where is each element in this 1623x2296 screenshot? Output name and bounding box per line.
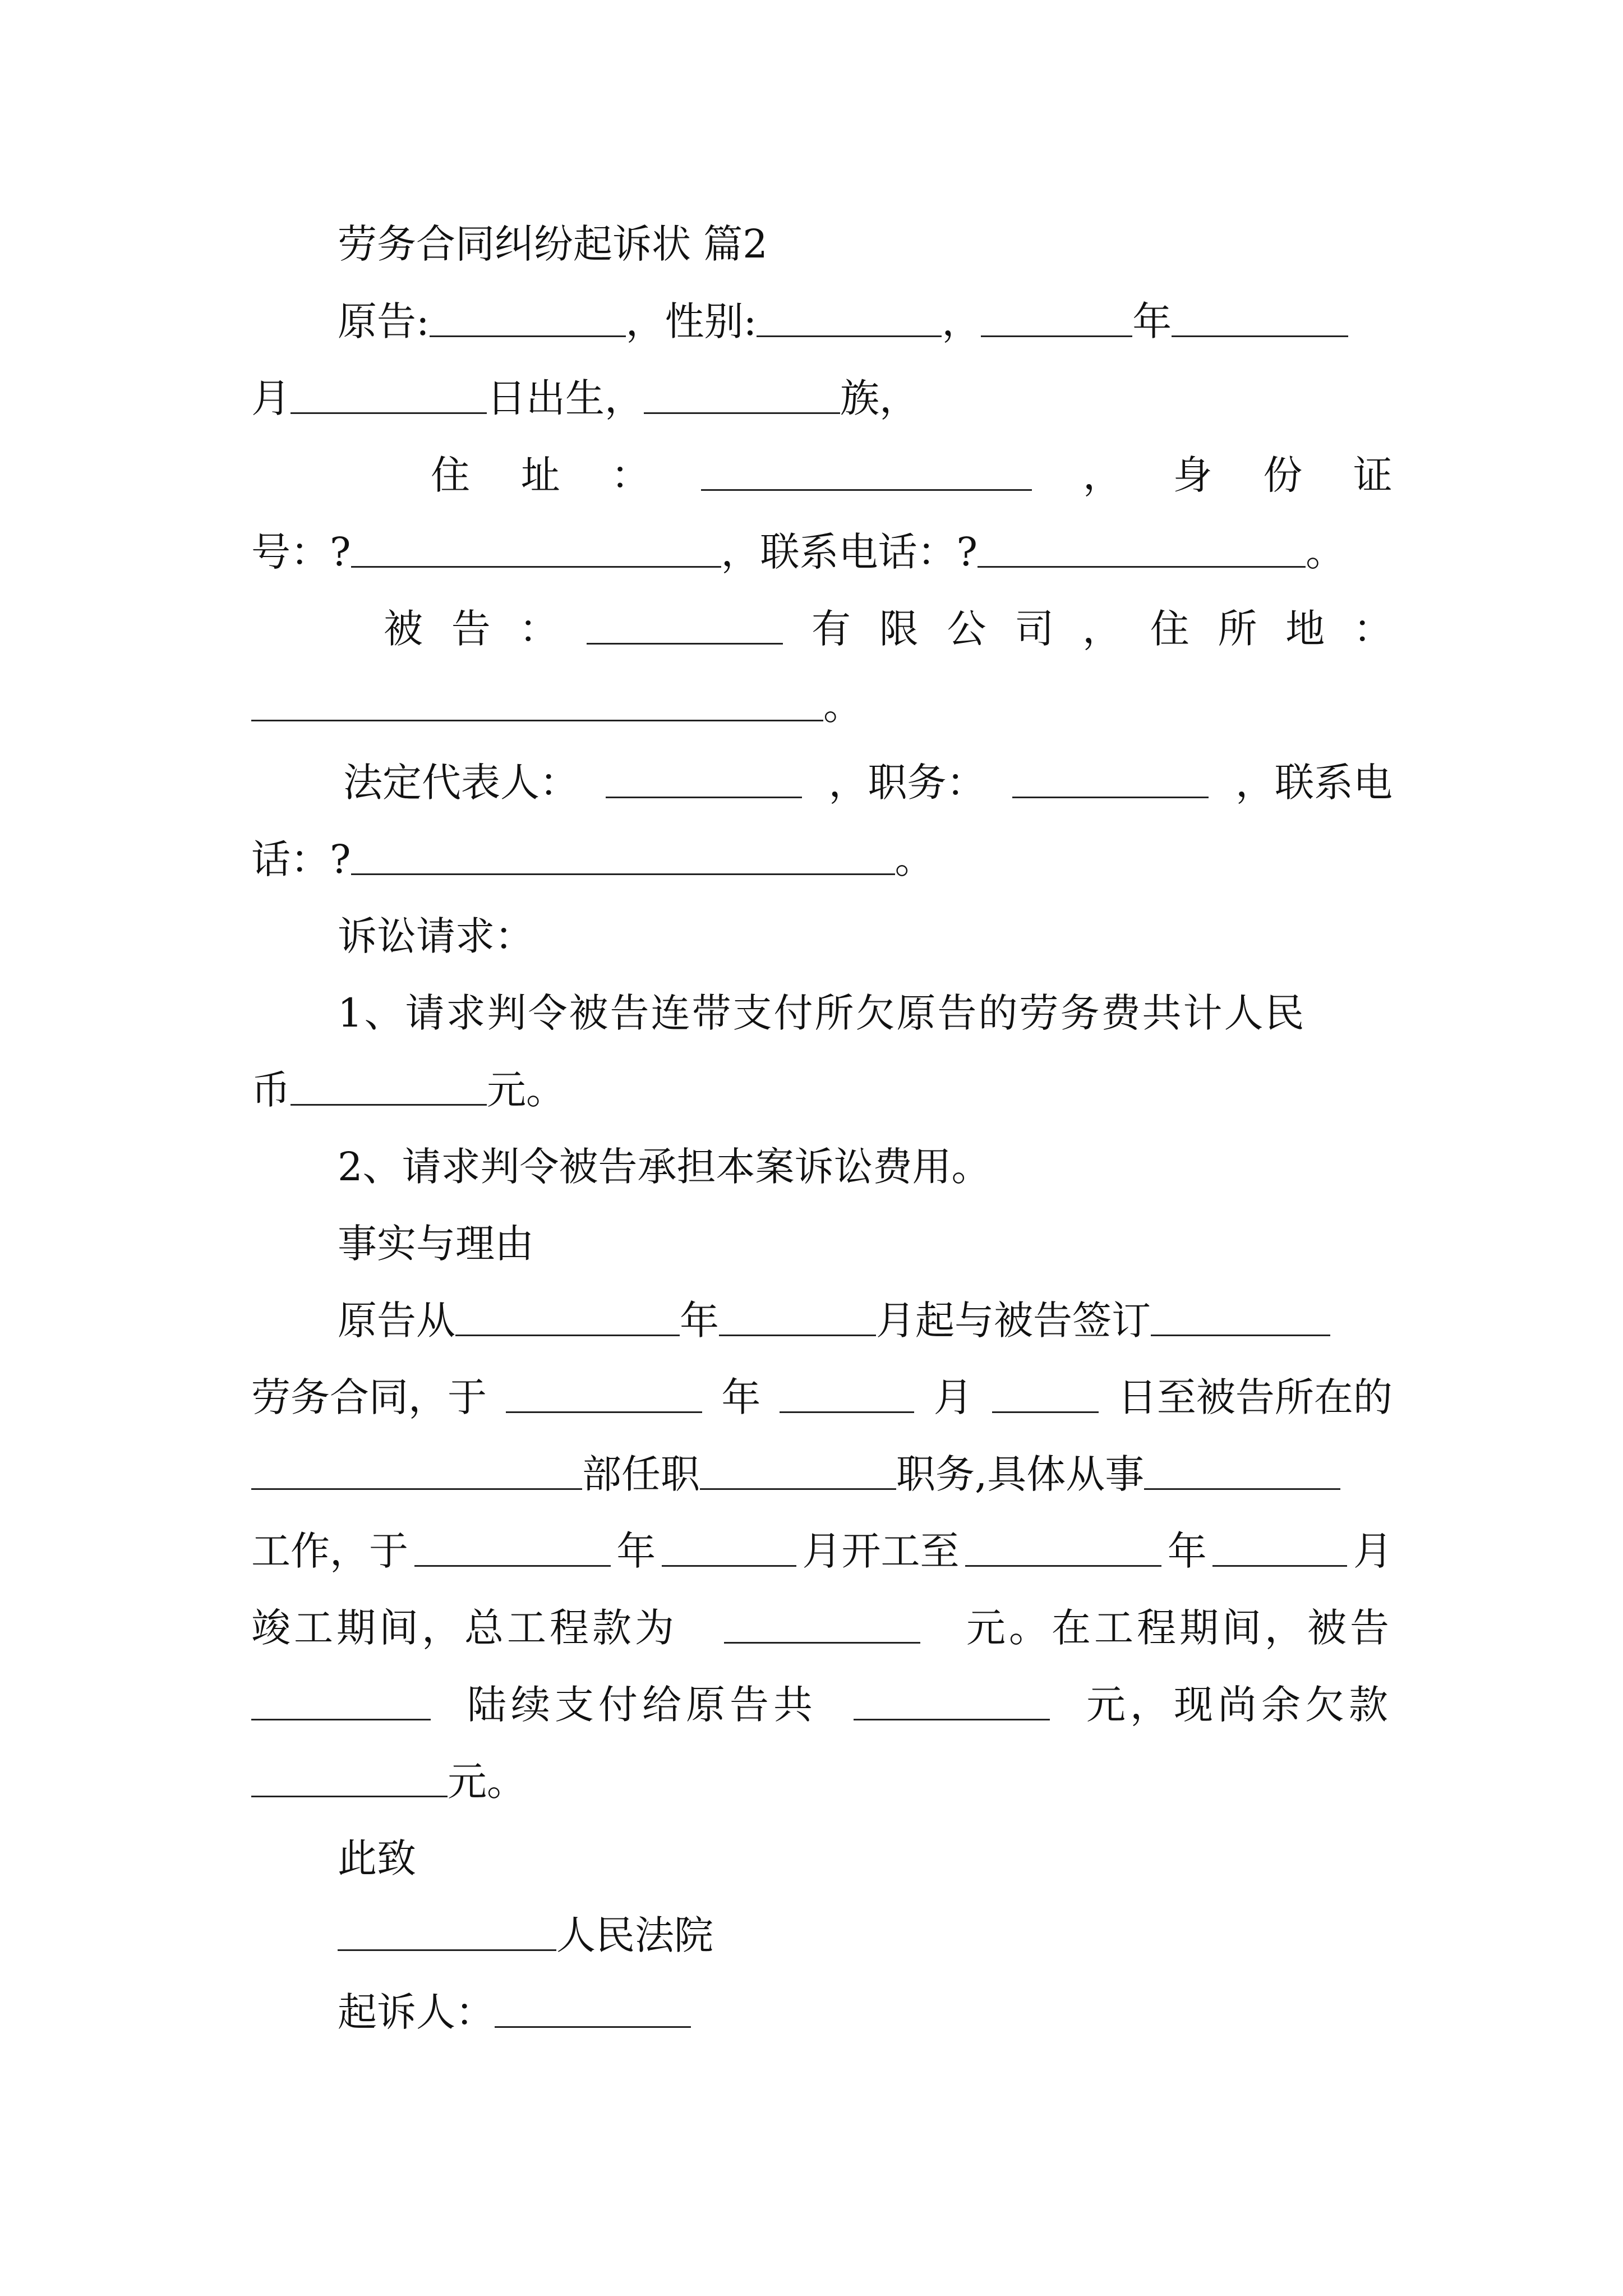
- total-amount-field[interactable]: [724, 1612, 920, 1644]
- contract-field[interactable]: [1151, 1305, 1330, 1336]
- facts-heading: [251, 1216, 1393, 1272]
- facts-text: 月起与被告签订: [876, 1297, 1151, 1343]
- born-label: 日出生，: [487, 375, 644, 421]
- join-year-field[interactable]: [506, 1382, 702, 1413]
- begin-year-field[interactable]: [414, 1535, 611, 1567]
- def-char: 告: [451, 606, 491, 652]
- signer-field[interactable]: [495, 1996, 691, 2028]
- def-char: 地: [1285, 606, 1325, 652]
- begin-month-field[interactable]: [662, 1535, 796, 1567]
- facts-line-5: [251, 1600, 1393, 1656]
- birth-day-field[interactable]: [291, 383, 487, 414]
- claim-1-line-a: [251, 985, 1393, 1041]
- facts-text: 部任职: [582, 1451, 700, 1497]
- facts-text: 年: [1167, 1528, 1207, 1574]
- start-year-field[interactable]: [455, 1305, 680, 1336]
- id-label: 号：?: [251, 529, 351, 575]
- facts-line-4: [251, 1523, 1393, 1579]
- facts-text: 月: [1353, 1528, 1393, 1574]
- court-name-field[interactable]: [338, 1920, 556, 1951]
- facts-text: 工作，于: [251, 1528, 408, 1574]
- claims-heading: [251, 908, 1393, 964]
- position-field[interactable]: [700, 1458, 896, 1490]
- defendant-address-line: [251, 678, 1393, 734]
- period: 。: [823, 683, 863, 729]
- owed-amount-field[interactable]: [251, 1766, 448, 1797]
- defendant-address-field[interactable]: [251, 690, 823, 721]
- defendant-phone-field[interactable]: [351, 844, 895, 875]
- addr-char: 住: [431, 452, 470, 498]
- def-char: 限: [879, 606, 919, 652]
- plaintiff-label: 原告:: [338, 298, 430, 344]
- defendant-phone-line: [251, 831, 1393, 887]
- facts-text: 年: [680, 1297, 719, 1343]
- facts-line-6: [251, 1677, 1393, 1733]
- claim-1-line-b: [251, 1062, 1393, 1118]
- birth-year-field[interactable]: [981, 306, 1132, 337]
- facts-text: 元。在工程期间，被告: [966, 1605, 1393, 1651]
- address-field[interactable]: [701, 459, 1032, 491]
- legal-rep-label: 法定代表人：: [343, 760, 579, 806]
- legal-rep-line: [251, 754, 1393, 811]
- start-month-field[interactable]: [719, 1305, 876, 1336]
- addr-char: 证: [1353, 452, 1393, 498]
- signer-label: 起诉人：: [338, 1989, 495, 2035]
- department-field[interactable]: [251, 1458, 582, 1490]
- plaintiff-line-2: [251, 370, 1393, 426]
- phone-label-b: 话：?: [251, 836, 351, 882]
- plaintiff-line-1: [251, 293, 1393, 349]
- claim-2-text: 2、请求判令被告承担本案诉讼费用。: [338, 1144, 991, 1190]
- addr-char: 身: [1173, 452, 1212, 498]
- legal-rep-field[interactable]: [606, 767, 802, 798]
- def-char: ：: [1353, 606, 1393, 652]
- facts-text: 月开工至: [802, 1528, 960, 1574]
- facts-text: 元，现尚余欠款: [1086, 1682, 1393, 1728]
- facts-text: 职务,具体从事: [896, 1451, 1145, 1497]
- def-char: 公: [947, 606, 986, 652]
- phone-label: ，联系电话：?: [721, 529, 978, 575]
- facts-text: 月: [933, 1374, 973, 1420]
- nation-label: 族，: [840, 375, 919, 421]
- def-char: 住: [1150, 606, 1189, 652]
- claim-2-line: [251, 1139, 1393, 1195]
- month-label: 月: [251, 375, 291, 421]
- work-field[interactable]: [1144, 1458, 1340, 1490]
- id-phone-line: [251, 524, 1429, 580]
- claims-heading-text: 诉讼请求：: [338, 913, 534, 959]
- paid-amount-field[interactable]: [854, 1689, 1050, 1720]
- duty-label: ，职务：: [828, 760, 986, 806]
- year-label: 年: [1132, 298, 1172, 344]
- gender-field[interactable]: [757, 306, 942, 337]
- facts-text: 原告从: [338, 1297, 455, 1343]
- plaintiff-name-field[interactable]: [430, 306, 626, 337]
- plaintiff-phone-field[interactable]: [978, 536, 1306, 568]
- end-month-field[interactable]: [1212, 1535, 1347, 1567]
- claim-amount-field[interactable]: [291, 1074, 487, 1106]
- defendant-company-field[interactable]: [587, 613, 783, 645]
- court-line: [251, 1907, 1393, 1963]
- defendant-line: [251, 601, 1393, 657]
- addr-char: 址: [520, 452, 560, 498]
- facts-heading-text: 事实与理由: [338, 1221, 534, 1267]
- def-char: ，: [1082, 606, 1122, 652]
- period: 。: [895, 836, 934, 882]
- comma: ，: [942, 298, 981, 344]
- facts-text: 日至被告所在的: [1117, 1374, 1393, 1420]
- addr-char: ，: [1082, 452, 1122, 498]
- facts-text: 元。: [448, 1759, 526, 1805]
- facts-line-3: [251, 1446, 1393, 1502]
- id-number-field[interactable]: [351, 536, 721, 568]
- facts-line-1: [251, 1292, 1393, 1349]
- payer-field[interactable]: [251, 1689, 431, 1720]
- end-year-field[interactable]: [965, 1535, 1161, 1567]
- salutation: [251, 1830, 1393, 1887]
- period: 。: [1306, 529, 1345, 575]
- def-char: 所: [1218, 606, 1257, 652]
- facts-line-7: [251, 1754, 1393, 1810]
- facts-text: 劳务合同，于: [251, 1374, 487, 1420]
- def-char: 被: [384, 606, 423, 652]
- document-title: [251, 216, 1393, 272]
- join-month-field[interactable]: [780, 1382, 914, 1413]
- currency-label: 币: [251, 1067, 291, 1113]
- court-label: 人民法院: [556, 1912, 713, 1958]
- join-day-field[interactable]: [992, 1382, 1099, 1413]
- facts-line-2: [251, 1369, 1393, 1425]
- def-char: ：: [519, 606, 559, 652]
- phone-label-a: ，联系电: [1235, 760, 1393, 806]
- addr-char: 份: [1263, 452, 1303, 498]
- yuan-label: 元。: [487, 1067, 565, 1113]
- facts-text: 陆续支付给原告共: [467, 1682, 817, 1728]
- nation-field[interactable]: [644, 383, 840, 414]
- facts-text: 年: [616, 1528, 656, 1574]
- facts-text: 竣工期间，总工程款为: [251, 1605, 677, 1651]
- address-line: [251, 447, 1393, 503]
- def-char: 司: [1015, 606, 1054, 652]
- gender-label: ，性别:: [625, 298, 757, 344]
- addr-char: ：: [611, 452, 651, 498]
- salutation-text: 此致: [338, 1835, 416, 1881]
- title-text: 劳务合同纠纷起诉状 篇2: [338, 221, 768, 267]
- def-char: 有: [811, 606, 851, 652]
- facts-text: 年: [721, 1374, 761, 1420]
- birth-month-field-a[interactable]: [1172, 306, 1348, 337]
- duty-field[interactable]: [1012, 767, 1209, 798]
- claim-1-text: 1、请求判令被告连带支付所欠原告的劳务费共计人民: [338, 990, 1306, 1036]
- signer-line: [251, 1984, 1393, 2040]
